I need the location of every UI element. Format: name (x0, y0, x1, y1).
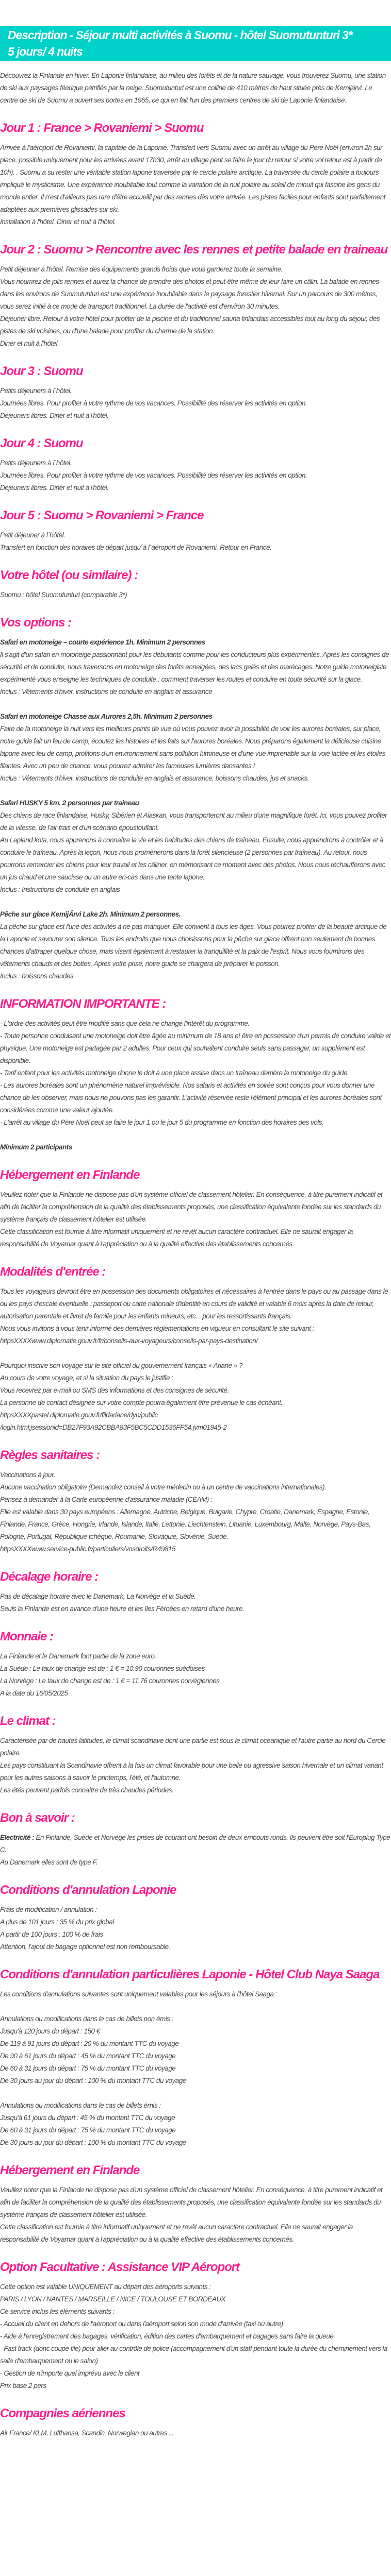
section-heading: INFORMATION IMPORTANTE : (0, 997, 166, 1011)
paragraph (0, 1141, 391, 1154)
text-line: Jusqu'à 120 jours du départ : 150 € (0, 2027, 100, 2035)
intro-text (0, 70, 391, 107)
text-line: Déjeuners libres. Diner et nuit à l'hôtel. (0, 484, 109, 492)
text-line: - L'arrêt au village du Père Noël peut se faire le jour 1 ou le jour 5 du programme en fonction des horaires des vols. (0, 1118, 324, 1126)
bold-label: Electricité : (0, 1834, 35, 1841)
text-line: Déjeuners libres. Diner et nuit à l'hôtel. (0, 412, 109, 419)
text-line: La Suède : Le taux de change est de : 1 € = 10.90 couronnes suédoises (0, 1665, 205, 1672)
paragraph (0, 636, 391, 698)
text-line: - Les aurores boréales sont un phénomène naturel imprévisible. Nos safaris et activités en soirée sont conçus pour vous donner une chance de les observer, mais nous ne pouvons pas les garantir. L'activité réservée reste l'élément principal et les aurores boréales sont considérées comme une valeur ajoutée. (0, 1081, 382, 1114)
paragraph (0, 263, 391, 350)
text-line: Frais de modification / annulation : (0, 1906, 97, 1913)
text-line: Les conditions d'annulations suivantes sont uniquement valables pour les séjours à l'hôtel Saaga : (0, 1990, 278, 1998)
section-heading: Jour 3 : Suomu (0, 364, 83, 378)
text-line: Vous nourrirez de jolis rennes et aurez la chance de prendre des photos et peut-être même de leur faire un câlin. La balade en rennes dans les environs de Suomutunturi est une expérience inoubliable dans le paysage forestier hivernal. Sur un parcours de 300 mètres, vous serez initié à ce mode de transport traditionnel. La durée de l'activité est d'environ 30 minutes. (0, 278, 379, 310)
description-content (0, 70, 391, 2439)
text-line: Cette option est valable UNIQUEMENT au départ des aéroports suivants : (0, 2283, 211, 2291)
text-line: Pas de décalage horaire avec le Danemark, La Norvège et la Suède. (0, 1592, 196, 1600)
page-title (8, 27, 385, 60)
text-line: Il s'agit d'un safari en motoneige passionnant pour les débutants comme pour les conducteurs plus expérimentés. Après les consignes de sécurité et de conduite, nous traversons en motoneige des forêts enneigées, des lacs gelés et des marécages. Notre guide motoneigiste expérimenté vous enseigne les techniques de conduite : comment traverser les routes et conduire en toute sécurité sur la glace. (0, 651, 389, 683)
section-jour-4-suomu (0, 435, 391, 494)
paragraph (0, 1904, 391, 1953)
text-line: Pourquoi inscrire son voyage sur le site officiel du gouvernement français « Ariane » ? (0, 1362, 243, 1369)
paragraph (0, 710, 391, 785)
paragraph (0, 142, 391, 228)
page-title-line-1: Description - Séjour multi activités à Suomu - hôtel Suomutunturi 3* (8, 28, 352, 42)
text-line: PARIS / LYON / NANTES / MARSEILLE / NICE / TOULOUSE ET BORDEAUX (0, 2295, 226, 2303)
text-line (0, 1832, 391, 1856)
section-heading: Vos options : (0, 616, 72, 630)
text-line: Petit déjeuner à l'hôtel. Remise des équipements grands froids que vous garderez toute la semaine. (0, 265, 283, 273)
text-line: Vous recevrez par e-mail ou SMS des informations et des consignes de sécurité. (0, 1386, 229, 1394)
text-line: De 30 jours au jour du départ : 100 % du montant TTC du voyage (0, 2077, 186, 2084)
section-jour-5-suomu-rovaniemi-france (0, 507, 391, 554)
section-heading: Conditions d'annulation particulières Laponie - Hôtel Club Naya Saaga (0, 1968, 380, 1981)
section-heading: Jour 5 : Suomu > Rovaniemi > France (0, 509, 204, 522)
text-line: Attention, l'ajout de bagage optionnel est non remboursable. (0, 1943, 170, 1951)
paragraph (0, 1650, 391, 1700)
paragraph (0, 1189, 391, 1250)
text-line: La Finlande et le Danemark font partie de la zone euro. (0, 1652, 156, 1660)
page-title-line-2: 5 jours/ 4 nuits (8, 45, 83, 58)
section-heading: Jour 1 : France > Rovaniemi > Suomu (0, 121, 204, 135)
text-line: Déjeuner libre. Retour à votre hôtel pour profiter de la piscine et du traditionnel sauna finlandais accessibles tout au long du séjour, des pistes de ski voisines, ou d'une balade pour profiter du charme de la station. (0, 315, 380, 335)
text-line: Inclus : boissons chaudes. (0, 972, 75, 980)
section-information-importante (0, 995, 391, 1154)
text-line: A partir de 100 jours : 100 % de frais (0, 1930, 103, 1938)
text-line: De 60 à 31 jours du départ : 75 % du montant TTC du voyage (0, 2126, 176, 2134)
section-heading: Jour 2 : Suomu > Rencontre avec les rennes et petite balade en traineau (0, 243, 388, 257)
text-line: Au Lapland kota, nous apprenons à connaître la vie et les habitudes des chiens de traîneau. Ensuite, nous apprendrons à contrôler et à conduire le traîneau. Après la leçon, nous nous promènerons dans la forêt silencieuse (2 personnes par traîneau). Au retour, nous pourrons remercier les chiens pour leur travail et les câliner, en mémorisant ce moment avec des photos. Nous nous réchaufferons avec un jus chaud et une saucisse ou un autre en-cas dans une tente lapone. (0, 836, 385, 881)
paragraph (0, 589, 391, 601)
section-heading: Décalage horaire : (0, 1570, 99, 1584)
text-line: Nous vous invitons à vous tenir informé des dernières réglementations en vigueur en consultant le site suivant : httpsXXXXwww.diplomatie.gouv.fr/fr/conseils-aux-voyageurs/conseils-par-pays-destination/ (0, 1325, 314, 1345)
text-line: Au Danemark elles sont de type F. (0, 1858, 97, 1866)
text-line: Transfert en fonction des horaires de départ jusqu´à l´aéroport de Rovaniemi. Retour en France. (0, 544, 272, 551)
section-modalites-d-entree (0, 1263, 391, 1434)
paragraph (0, 1832, 391, 1869)
text-line: Journées libres. Pour profiter à votre rythme de vos vacances. Possibilité des réserver les activités en option. (0, 471, 307, 479)
text-line: Au cours de votre voyage, et si la situation du pays le justifie : (0, 1374, 173, 1382)
text-line: De 30 jours au jour du départ : 100 % du montant TTC du voyage (0, 2139, 186, 2146)
text-line: Petit déjeuner à l´hôtel. (0, 531, 66, 539)
text-line: Suomu : hôtel Suomutunturi (comparable 3*) (0, 591, 127, 599)
paragraph (0, 1469, 391, 1555)
section-heading: Jour 4 : Suomu (0, 436, 83, 450)
section-le-climat (0, 1713, 391, 1797)
section-heading: Option Facultative : Assistance VIP Aéroport (0, 2260, 240, 2274)
text-line (0, 908, 391, 921)
paragraph (0, 2281, 391, 2392)
text-line: /login.html;jsessionid=DB27F93A92CBBA83F5BC5CDD1536FF54.jvm01945-2 (0, 1423, 227, 1431)
text-line: Annulations ou modifications dans le cas de billets émis : (0, 2102, 161, 2109)
text-line: La pêche sur glace est l'une des activités à ne pas manquer. Elle convient à tous les âges. Vous pourrez profiter de la beauté arctique de la Laponie et savourer son silence. Tous les endroits que nous choisissons pour la pêche sur glace offrent non seulement de bonnes chances d'attraper quelque chose, mais visent également à restaurer la tranquillité et la paix de l'esprit. Nous vous fournirons des vêtements chauds et des bottes. Après votre prise, notre guide se chargera de préparer le poisson. (0, 923, 387, 968)
section-hebergement-en-finlande (0, 1166, 391, 1250)
title-banner (0, 26, 391, 61)
text-line: Installation à l'hôtel. Diner et nuit à l'hôtel. (0, 218, 116, 226)
text-line: A plus de 101 jours : 35 % du prix global (0, 1918, 114, 1926)
paragraph (0, 1735, 391, 1797)
text-line: Découvrez la Finlande en hiver. En Laponie finlandaise, au milieu des forêts et de la nature sauvage, vous trouverez Suomu, une station de ski aux paysages féerique pétrifiés par la neige. Suomutunturi est une colline de 410 mètres de haut située près de Kemijärvi. Le centre de ski de Suomu a ouvert ses portes en 1965, ce qui en fait l'un des premiers centres de ski de Laponie finlandaise. (0, 72, 386, 104)
paragraph (0, 1285, 391, 1347)
text-line: Tous les voyageurs devront être en possession des documents obligatoires et nécessaires à l'entrée dans le pays ou au passage dans le ou les pays d'escale éventuelle : passeport ou carte nationale d'identité en cours de validité et valable 6 mois après la date de retour, autorisation parentale et livret de famille pour les enfants mineurs, etc…pour les ressortissants français. (0, 1287, 388, 1320)
paragraph (0, 1590, 391, 1615)
section-heading: Le climat : (0, 1714, 56, 1728)
paragraph (0, 908, 391, 982)
text-line: Diner et nuit à l'hôtel (0, 340, 58, 347)
text-line: Faire de la motoneige la nuit vers les meilleurs points de vue où vous pouvez avoir la possibilité de voir les aurores boréales, sur place, notre guide fait un feu de camp, écoutez les histoires et les faits sur l'aurores boréales. Nous préparons également la délicieuse cuisine lapone avec feu de camp, profitons d'un environnement sans pollution lumineuse et d'une vue imprenable sur la voie lactée et les étoiles filantes. Avec un peu de chance, vous pourrez admirer les fameuses lumières dansantes ! (0, 725, 385, 770)
section-vos-options (0, 614, 391, 982)
paragraph (0, 2427, 391, 2439)
text-line: Cette classification est fournie à titre informatif uniquement et ne revêt aucun caractère contractuel. Elle ne saurait engager la responsabilité de Voyamar quant à l'appréciation ou à la qualité effective des établissements concernés. (0, 2223, 353, 2243)
text-line: De 119 à 91 jours du départ : 20 % du montant TTC du voyage (0, 2040, 179, 2047)
text-line: Caractérisée par de hautes latitudes, le climat scandinave dont une partie est sous le climat océanique et l'autre partie au nord du Cercle polaire. (0, 1737, 386, 1757)
text-line: Petits déjeuners à l´hôtel. (0, 459, 72, 467)
text-line: Les pays constituant la Scandinavie offrent à la fois un climat favorable pour une belle ou agressive saison hivernale et un climat variant pour les autres saisons à savoir le printemps, l'été, et l'automne. (0, 1761, 383, 1782)
paragraph (0, 2099, 391, 2149)
section-heading: Monnaie : (0, 1630, 53, 1643)
text-line: Veuillez noter que la Finlande ne dispose pas d'un système officiel de classement hôtelier. En conséquence, à titre purement indicatif et afin de faciliter la compréhension de la qualité des établissements proposés, une classification équivalente fondée sur les standards du système français de classement hôtelier est utilisée. (0, 2186, 383, 2218)
text-line: Les étés peuvent parfois connaître de très chaudes périodes. (0, 1786, 174, 1794)
bold-label: Safari en motoneige – courte expérience 1h. Minimum 2 personnes (0, 638, 205, 646)
text-line: Ce service inclus les éléments suivants : (0, 2308, 115, 2315)
section-conditions-d-annulation-particulieres-laponie-hotel-club-naya-saaga (0, 1966, 391, 2149)
text-line: httpsXXXXpastel.diplomatie.gouv.fr/fildariane/dyn/public (0, 1411, 158, 1419)
text-line: De 60 à 31 jours du départ : 75 % du montant TTC du voyage (0, 2064, 176, 2072)
section-heading: Règles sanitaires : (0, 1448, 100, 1462)
section-votre-hotel-ou-similaire (0, 567, 391, 601)
text-line: Aucune vaccination obligatoire (Demandez conseil à votre médecin ou à un centre de vaccinations internationales). (0, 1483, 327, 1491)
text-line (0, 636, 391, 649)
section-regles-sanitaires (0, 1447, 391, 1555)
text-line: - Gestion de n'importe quel imprévu avec le client (0, 2369, 140, 2377)
text-line: Inclus : Vêtements d'hiver, instructions de conduite en anglais et assurance (0, 688, 213, 696)
text-line: De 90 à 61 jours du départ : 45 % du montant TTC du voyage (0, 2052, 176, 2060)
section-heading: Hébergement en Finlande (0, 1168, 140, 1182)
section-option-facultative-assistance-vip-aeroport (0, 2259, 391, 2392)
text-line: Pensez à demander à la Carte européenne d'assurance maladie (CEAM) : (0, 1496, 213, 1503)
text-line (0, 797, 391, 809)
paragraph (0, 2184, 391, 2246)
text-line: Air France/ KLM, Lufthansa, Scandic, Norwegian ou autres ... (0, 2429, 174, 2437)
paragraph (0, 70, 391, 107)
section-bon-a-savoir (0, 1809, 391, 1869)
text-line: - Aide à l'enregistrement des bagages, vérification, édition des cartes d'embarquement et bagages sans faire la queue (0, 2332, 334, 2340)
section-heading: Conditions d'annulation Laponie (0, 1883, 176, 1897)
text-line: Inclus : Vêtements d'hiver, instructions de conduite en anglais et assurance, boissons chaudes, jus et snacks. (0, 774, 309, 782)
bold-label: Safari HUSKY 5 km. 2 personnes par traineau (0, 799, 139, 807)
sections-list (0, 120, 391, 2439)
section-monnaie (0, 1628, 391, 1700)
text-line: - Toute personne conduisant une motoneige doit être âgée au minimum de 18 ans et être en possession d'un permis de conduire valide et physique. Une motoneige est partagée par 2 adultes. Pour ceux qui souhaitent conduire seuls sans passager, un supplément est disponible. (0, 1032, 391, 1064)
text-line: - L'ordre des activités peut être modifié sans que cela ne change l'intérêt du programme. (0, 1020, 250, 1027)
section-heading: Hébergement en Finlande (0, 2163, 140, 2177)
text-line (0, 1141, 391, 1154)
text-line: La Norvège : Le taux de change est de : 1 € = 11.76 couronnes norvégiennes (0, 1677, 220, 1685)
text-line: Petits déjeuners à l´hôtel. (0, 387, 72, 395)
text-line: Arrivée à l'aéroport de Rovaniemi, la capitale de la Laponie. Transfert vers Suomu avec un arrêt au village du Père Noël (environ 2h sur place, possible uniquement pour les arrivées avant 17h30, arrêt au village peut se faire le jour du retour si votre vol retour est à partir de 10h). . Suomu a su rester une véritable station lapone traversée par le cercle polaire arctique. La traversée du cercle polaire a toujours impliqué le mysticisme. Une expérience inoubliable tout comme la variation de la nuit polaire au soleil de minuit qui fascine les gens du monde entier. Il n'est d'ailleurs pas rare d'être accueilli par des rennes dès votre arrivée. Les pistes faciles pour enfants sont parfaitement adaptées aux premières glissades sur ski. (0, 144, 385, 213)
section-jour-1-france-rovaniemi-suomu (0, 120, 391, 228)
section-compagnies-aeriennes (0, 2405, 391, 2439)
text-line: - Accueil du client en dehors de l'aéroport ou dans l'aéroport selon son mode d'arrivée (taxi ou autre) (0, 2320, 283, 2328)
paragraph (0, 529, 391, 554)
section-decalage-horaire (0, 1568, 391, 1615)
bold-label: Minimum 2 participants (0, 1143, 72, 1151)
text-line: Cette classification est fournie à titre informatif uniquement et ne revêt aucun caractère contractuel. Elle ne saurait engager la responsabilité de Voyamar quant à l'appréciation ou à la qualité effective des établissements concernés. (0, 1228, 353, 1248)
text-line: Seuls la Finlande est en avance d'une heure et les îles Féroées en retard d'une heure. (0, 1605, 245, 1613)
text-line: Des chiens de race finlandaise, Husky, Sibérien et Alaskan, vous transporteront au milieu d'une magnifique forêt. Ici, vous pouvez profiter de la vitesse, de l'air frais et d'un scénario époustouflant. (0, 811, 387, 832)
paragraph (0, 2013, 391, 2087)
bold-label: Pêche sur glace KemijÄrvi Lake 2h. Minimum 2 personnes. (0, 910, 181, 918)
text-line: - Fast track (donc coupe file) pour aller au contrôle de police (accompagnement d'un staff pendant toute la durée du cheminement vers la salle d'embarquement ou le salon) (0, 2345, 388, 2365)
section-heading: Compagnies aériennes (0, 2406, 125, 2420)
text-line: Annulations ou modifications dans le cas de billets non émis : (0, 2015, 173, 2023)
paragraph (0, 457, 391, 494)
text-line: Vaccinations à jour. (0, 1471, 55, 1479)
paragraph (0, 385, 391, 422)
section-conditions-d-annulation-laponie (0, 1882, 391, 1953)
text-line: Jusqu'à 61 jours du départ : 45 % du montant TTC du voyage (0, 2114, 175, 2122)
text-line: Journées libres. Pour profiter à votre rythme de vos vacances. Possibilité des réserver les activités en option. (0, 399, 307, 407)
section-heading: Modalités d'entrée : (0, 1265, 106, 1279)
section-jour-3-suomu (0, 363, 391, 422)
text-line: Veuillez noter que la Finlande ne dispose pas d'un système officiel de classement hôtelier. En conséquence, à titre purement indicatif et afin de faciliter la compréhension de la qualité des établissements proposés, une classification équivalente fondée sur les standards du système français de classement hôtelier est utilisée. (0, 1191, 383, 1223)
text-line: Elle est valable dans 30 pays européens : Allemagne, Autriche, Belgique, Bulgarie, Chypre, Croatie, Danemark, Espagne, Estonie, Finlande, France, Grèce, Hongrie, Irlande, Islande, Italie, Lettonie, Liechtenstein, Lituanie, Luxembourg, Malte, Norvège, Pays-Bas, Pologne, Portugal, République tchèque, Roumanie, Slovaquie, Slovénie, Suède. (0, 1508, 371, 1540)
text-line: Inclus : Instructions de conduite en anglais (0, 886, 120, 893)
text-line: - Tarif enfant pour les activités motoneige donne le doit à une place assise dans un traîneau derrière la motoneige du guide. (0, 1069, 349, 1077)
section-heading: Votre hôtel (ou similaire) : (0, 568, 138, 582)
paragraph (0, 1018, 391, 1129)
text-line (0, 710, 391, 723)
text-content: En Finlande, Suède et Norvège les prises de courant ont besoin de deux embouts ronds. Ils peuvent être soit l'Europlug Type C. (0, 1834, 390, 1854)
text-line: httpsXXXXwww.service-public.fr/particuliers/vosdroits/R49815 (0, 1545, 175, 1553)
text-line: A la date du 16/05/2025 (0, 1689, 68, 1697)
section-jour-2-suomu-rencontre-avec-les-rennes-et-petite-balade-en-traineau (0, 241, 391, 350)
text-line: Prix base 2 pers (0, 2382, 46, 2389)
paragraph (0, 1360, 391, 1434)
bold-label: Safari en motoneige Chasse aux Aurores 2,5h. Minimum 2 personnes (0, 713, 213, 720)
section-heading: Bon à savoir : (0, 1811, 75, 1825)
section-hebergement-en-finlande (0, 2162, 391, 2246)
paragraph (0, 1988, 391, 2001)
text-line: La personne de contact désignée sur votre compte pourra également être prévenue le cas échéant. (0, 1399, 283, 1406)
paragraph (0, 797, 391, 896)
